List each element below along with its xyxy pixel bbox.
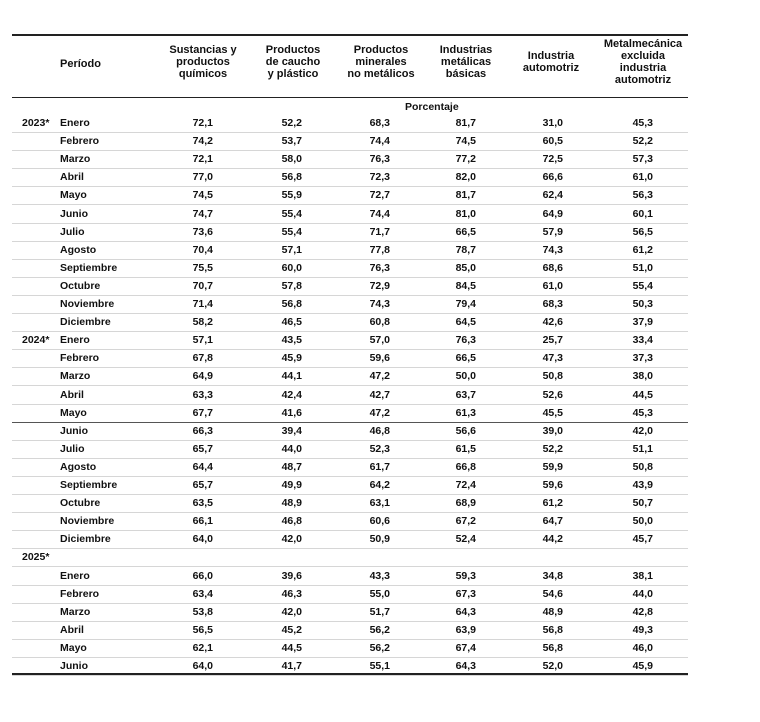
table-cell: 52,0	[542, 660, 563, 672]
table-cell: 55,4	[632, 279, 653, 292]
table-cell: 60,6	[369, 515, 390, 528]
table-cell: 64,0	[192, 533, 213, 546]
table-cell: 46,0	[632, 641, 653, 654]
table-cell: 61,3	[455, 406, 476, 419]
table-cell: 57,3	[632, 153, 653, 166]
column-header	[347, 44, 414, 80]
table-cell: 50,7	[632, 497, 653, 510]
table-cell: 51,7	[369, 605, 390, 618]
table-cell: 63,1	[369, 497, 390, 510]
table-cell: 74,2	[192, 135, 213, 148]
table-cell: 66,5	[455, 225, 476, 238]
table-cell: 82,0	[455, 171, 476, 184]
table-cell: 85,0	[455, 261, 476, 274]
table-cell: 67,7	[192, 406, 213, 419]
table-cell: 38,1	[632, 569, 653, 582]
table-cell: 58,0	[281, 153, 302, 166]
table-cell: 56,8	[281, 171, 302, 184]
table-cell: 42,0	[281, 605, 302, 618]
row-month: Enero	[60, 569, 90, 582]
column-header-line: químicos	[178, 68, 228, 80]
table-row	[12, 133, 688, 151]
table-cell: 50,0	[632, 515, 653, 528]
table-cell: 47,2	[369, 370, 390, 383]
table-cell: 43,9	[632, 479, 653, 491]
table-cell: 47,2	[369, 406, 390, 419]
row-month: Febrero	[60, 587, 100, 600]
table-cell: 45,3	[632, 117, 653, 129]
table-cell: 74,3	[369, 298, 390, 310]
table-cell: 46,8	[369, 424, 390, 437]
table-cell: 67,4	[455, 641, 476, 654]
table-cell: 34,8	[542, 569, 563, 582]
row-month: Marzo	[60, 370, 91, 383]
table-cell: 68,3	[369, 117, 390, 129]
table-cell: 68,9	[455, 497, 476, 510]
table-row	[12, 314, 688, 332]
header-period: Período	[60, 58, 101, 70]
table-cell: 64,9	[192, 370, 213, 383]
table-cell: 75,5	[192, 261, 213, 274]
table-cell: 50,3	[632, 298, 653, 310]
row-month: Agosto	[60, 243, 97, 256]
table-cell: 44,5	[281, 641, 302, 654]
column-header-line: industria	[619, 62, 667, 74]
table-cell: 25,7	[542, 334, 563, 347]
table-row	[12, 622, 688, 640]
table-cell: 81,0	[455, 207, 476, 220]
table-cell: 55,4	[281, 225, 302, 238]
table-cell: 61,5	[455, 442, 476, 455]
table-cell: 78,7	[455, 243, 476, 256]
table-cell: 61,0	[542, 279, 563, 292]
table-cell: 56,5	[192, 623, 213, 636]
table-cell: 73,6	[192, 225, 213, 238]
row-month: Abril	[60, 388, 84, 401]
table-cell: 77,8	[369, 243, 390, 256]
column-header-line: metálicas	[440, 56, 492, 68]
table-cell: 53,7	[281, 135, 302, 148]
table-row	[12, 332, 688, 350]
column-header-line: minerales	[355, 56, 407, 68]
table-cell: 63,3	[192, 388, 213, 401]
row-month: Septiembre	[60, 479, 118, 491]
table-cell: 63,4	[192, 587, 213, 600]
table-cell: 58,2	[192, 316, 213, 329]
table-cell: 61,7	[369, 460, 390, 473]
table-cell: 64,7	[542, 515, 563, 528]
row-month: Junio	[60, 207, 88, 220]
column-header-line: de caucho	[265, 56, 321, 68]
table-cell: 77,2	[455, 153, 476, 166]
row-month: Abril	[60, 171, 84, 184]
table-row	[12, 387, 688, 405]
column-header-line: Metalmecánica	[603, 38, 683, 50]
row-month: Junio	[60, 660, 88, 672]
row-month: Octubre	[60, 497, 101, 510]
table-cell: 50,0	[455, 370, 476, 383]
table-cell: 64,2	[369, 479, 390, 491]
row-month: Febrero	[60, 135, 100, 148]
table-cell: 59,6	[369, 352, 390, 365]
row-divider	[12, 675, 688, 676]
table-cell: 67,3	[455, 587, 476, 600]
table-cell: 49,9	[281, 479, 302, 491]
row-month: Diciembre	[60, 533, 111, 546]
column-header-line: automotriz	[614, 74, 672, 86]
table-cell: 52,2	[632, 135, 653, 148]
table-cell: 52,2	[542, 442, 563, 455]
table-cell: 39,0	[542, 424, 563, 437]
table-row	[12, 206, 688, 224]
table-cell: 61,2	[542, 497, 563, 510]
table-cell: 63,5	[192, 497, 213, 510]
row-month: Febrero	[60, 352, 100, 365]
table-cell: 66,5	[455, 352, 476, 365]
row-month: Noviembre	[60, 515, 115, 528]
table-cell: 44,0	[281, 442, 302, 455]
row-year: 2025*	[22, 551, 50, 564]
row-month: Abril	[60, 623, 84, 636]
table-cell: 52,2	[281, 117, 302, 129]
table-cell: 33,4	[632, 334, 653, 347]
table-cell: 81,7	[455, 117, 476, 129]
table-cell: 67,8	[192, 352, 213, 365]
table-cell: 45,3	[632, 406, 653, 419]
table-cell: 48,9	[542, 605, 563, 618]
table-row	[12, 568, 688, 586]
table-cell: 46,3	[281, 587, 302, 600]
table-cell: 57,0	[369, 334, 390, 347]
table-row	[12, 278, 688, 296]
table-cell: 72,3	[369, 171, 390, 184]
table-cell: 59,6	[542, 479, 563, 491]
table-cell: 76,3	[455, 334, 476, 347]
column-header-line: y plástico	[267, 68, 319, 80]
column-header	[169, 44, 236, 80]
table-cell: 61,0	[632, 171, 653, 184]
column-header-line: Sustancias y	[169, 44, 237, 56]
table-cell: 45,7	[632, 533, 653, 546]
table-cell: 31,0	[542, 117, 563, 129]
table-cell: 57,1	[281, 243, 302, 256]
table-cell: 65,7	[192, 479, 213, 491]
table-cell: 66,8	[455, 460, 476, 473]
table-cell: 60,5	[542, 135, 563, 148]
table-cell: 50,9	[369, 533, 390, 546]
table-row	[12, 459, 688, 477]
table-row	[12, 586, 688, 604]
column-header-line: Productos	[353, 44, 409, 56]
table-cell: 64,3	[455, 605, 476, 618]
table-cell: 64,4	[192, 460, 213, 473]
row-month: Mayo	[60, 189, 87, 202]
table-cell: 49,3	[632, 623, 653, 636]
column-header	[440, 44, 493, 80]
table-cell: 66,0	[192, 569, 213, 582]
table-cell: 45,9	[632, 660, 653, 672]
table-cell: 57,9	[542, 225, 563, 238]
table-cell: 64,9	[542, 207, 563, 220]
table-cell: 64,3	[455, 660, 476, 672]
table-cell: 41,6	[281, 406, 302, 419]
table-cell: 72,5	[542, 153, 563, 166]
table-cell: 43,5	[281, 334, 302, 347]
table-cell: 76,3	[369, 261, 390, 274]
table-cell: 52,3	[369, 442, 390, 455]
table-cell: 42,7	[369, 388, 390, 401]
column-header-line: Industria	[527, 50, 575, 62]
table-cell: 56,8	[542, 623, 563, 636]
column-header-line: Productos	[265, 44, 321, 56]
row-month: Septiembre	[60, 261, 118, 274]
column-header-line: productos	[176, 56, 230, 68]
table-row	[12, 187, 688, 205]
table-cell: 72,7	[369, 189, 390, 202]
table-cell: 74,7	[192, 207, 213, 220]
table-row	[12, 260, 688, 278]
row-month: Marzo	[60, 605, 91, 618]
table-cell: 50,8	[632, 460, 653, 473]
column-header-line: excluida	[620, 50, 666, 62]
row-month: Agosto	[60, 460, 97, 473]
row-year: 2023*	[22, 117, 50, 129]
table-cell: 53,8	[192, 605, 213, 618]
table-row	[12, 115, 688, 133]
table-row	[12, 658, 688, 676]
table-cell: 62,1	[192, 641, 213, 654]
table-cell: 72,9	[369, 279, 390, 292]
table-cell: 42,0	[281, 533, 302, 546]
table-cell: 60,1	[632, 207, 653, 220]
table-row	[12, 224, 688, 242]
table-cell: 61,2	[632, 243, 653, 256]
row-month: Junio	[60, 424, 88, 437]
table-cell: 81,7	[455, 189, 476, 202]
header-bottom-rule	[12, 97, 688, 98]
table-cell: 42,4	[281, 388, 302, 401]
table-row	[12, 350, 688, 368]
table-row	[12, 296, 688, 314]
table-row	[12, 242, 688, 260]
table-cell: 45,9	[281, 352, 302, 365]
table-cell: 60,0	[281, 261, 302, 274]
column-header-line: básicas	[445, 68, 487, 80]
table-cell: 64,5	[455, 316, 476, 329]
table-row	[12, 604, 688, 622]
table-cell: 54,6	[542, 587, 563, 600]
table-row	[12, 531, 688, 549]
table-cell: 37,3	[632, 352, 653, 365]
table-cell: 56,6	[455, 424, 476, 437]
table-cell: 46,5	[281, 316, 302, 329]
row-year: 2024*	[22, 334, 50, 347]
table-cell: 70,7	[192, 279, 213, 292]
table-cell: 56,5	[632, 225, 653, 238]
column-header	[604, 38, 682, 86]
table-cell: 44,0	[632, 587, 653, 600]
table-cell: 41,7	[281, 660, 302, 672]
table-cell: 46,8	[281, 515, 302, 528]
table-row	[12, 423, 688, 441]
table-cell: 60,8	[369, 316, 390, 329]
table-cell: 77,0	[192, 171, 213, 184]
table-cell: 55,1	[369, 660, 390, 672]
table-cell: 72,4	[455, 479, 476, 491]
table-cell: 44,1	[281, 370, 302, 383]
table-row	[12, 640, 688, 658]
table-cell: 57,1	[192, 334, 213, 347]
table-cell: 71,4	[192, 298, 213, 310]
table-cell: 47,3	[542, 352, 563, 365]
table-cell: 63,7	[455, 388, 476, 401]
table-cell: 66,6	[542, 171, 563, 184]
table-cell: 74,5	[455, 135, 476, 148]
table-cell: 52,6	[542, 388, 563, 401]
table-cell: 48,9	[281, 497, 302, 510]
table-cell: 55,9	[281, 189, 302, 202]
table-cell: 43,3	[369, 569, 390, 582]
table-cell: 56,8	[542, 641, 563, 654]
table-cell: 74,5	[192, 189, 213, 202]
table-cell: 68,6	[542, 261, 563, 274]
table-cell: 66,1	[192, 515, 213, 528]
row-month: Julio	[60, 442, 85, 455]
table-cell: 42,8	[632, 605, 653, 618]
table-cell: 74,3	[542, 243, 563, 256]
table-cell: 65,7	[192, 442, 213, 455]
table-cell: 64,0	[192, 660, 213, 672]
column-header-line: automotriz	[522, 62, 580, 74]
table-row	[12, 495, 688, 513]
unit-label: Porcentaje	[405, 101, 459, 113]
table-cell: 56,8	[281, 298, 302, 310]
table-cell: 39,4	[281, 424, 302, 437]
table-cell: 39,6	[281, 569, 302, 582]
table-row	[12, 368, 688, 386]
table-cell: 59,3	[455, 569, 476, 582]
row-month: Mayo	[60, 641, 87, 654]
table-row	[12, 441, 688, 459]
row-month: Marzo	[60, 153, 91, 166]
table-cell: 42,0	[632, 424, 653, 437]
table-cell: 51,0	[632, 261, 653, 274]
table-cell: 72,1	[192, 117, 213, 129]
table-row	[12, 405, 688, 423]
row-month: Octubre	[60, 279, 101, 292]
table-cell: 68,3	[542, 298, 563, 310]
table-cell: 70,4	[192, 243, 213, 256]
table-cell: 71,7	[369, 225, 390, 238]
table-cell: 44,5	[632, 388, 653, 401]
table-cell: 84,5	[455, 279, 476, 292]
table-cell: 52,4	[455, 533, 476, 546]
table-cell: 50,8	[542, 370, 563, 383]
table-row	[12, 169, 688, 187]
row-month: Noviembre	[60, 298, 115, 310]
column-header-line: Industrias	[439, 44, 493, 56]
table-cell: 48,7	[281, 460, 302, 473]
table-cell: 56,3	[632, 189, 653, 202]
table-cell: 72,1	[192, 153, 213, 166]
row-month: Diciembre	[60, 316, 111, 329]
table-cell: 38,0	[632, 370, 653, 383]
table-cell: 74,4	[369, 207, 390, 220]
column-header	[266, 44, 320, 80]
table-cell: 51,1	[632, 442, 653, 455]
row-month: Enero	[60, 334, 90, 347]
table-row	[12, 549, 688, 567]
table-cell: 37,9	[632, 316, 653, 329]
table-cell: 56,2	[369, 623, 390, 636]
row-month: Enero	[60, 117, 90, 129]
table-cell: 74,4	[369, 135, 390, 148]
table-cell: 66,3	[192, 424, 213, 437]
table-cell: 76,3	[369, 153, 390, 166]
table-cell: 67,2	[455, 515, 476, 528]
table-cell: 59,9	[542, 460, 563, 473]
table-row	[12, 477, 688, 495]
column-header-line: no metálicos	[347, 68, 415, 80]
table-cell: 57,8	[281, 279, 302, 292]
table-top-rule	[12, 34, 688, 36]
table-cell: 62,4	[542, 189, 563, 202]
row-month: Julio	[60, 225, 85, 238]
table-cell: 55,4	[281, 207, 302, 220]
table-cell: 79,4	[455, 298, 476, 310]
table-cell: 63,9	[455, 623, 476, 636]
table-cell: 44,2	[542, 533, 563, 546]
table-cell: 42,6	[542, 316, 563, 329]
table-row	[12, 513, 688, 531]
table-cell: 56,2	[369, 641, 390, 654]
table-cell: 55,0	[369, 587, 390, 600]
column-header	[523, 50, 579, 74]
row-month: Mayo	[60, 406, 87, 419]
table-cell: 45,2	[281, 623, 302, 636]
table-row	[12, 151, 688, 169]
table-cell: 45,5	[542, 406, 563, 419]
